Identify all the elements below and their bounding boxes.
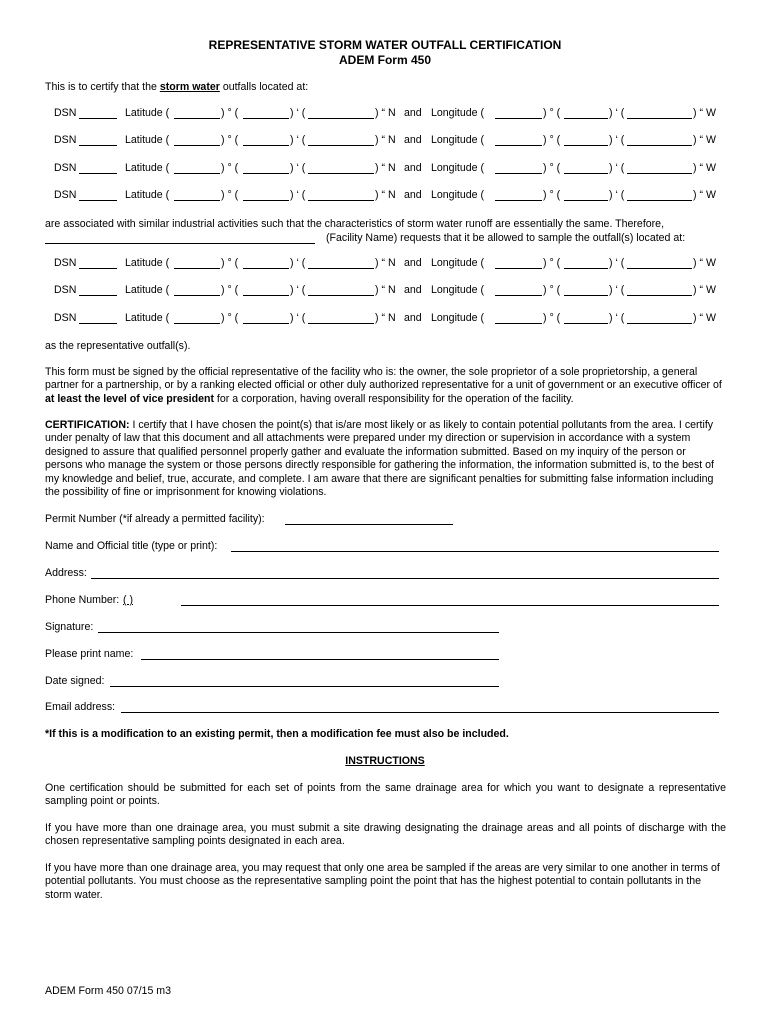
facility-name-field[interactable] bbox=[45, 243, 315, 244]
email-field[interactable] bbox=[121, 712, 719, 713]
signature-field[interactable] bbox=[98, 632, 499, 633]
degree-separator: ) ° ( bbox=[221, 284, 239, 296]
form-number: ADEM Form 450 bbox=[338, 53, 432, 67]
lon-seconds-field[interactable] bbox=[627, 118, 692, 119]
lat-minutes-field[interactable] bbox=[243, 200, 289, 201]
and-label: and bbox=[404, 162, 422, 174]
minute-separator: ) ‘ ( bbox=[609, 257, 625, 269]
coordinate-row bbox=[54, 189, 744, 203]
degree-separator: ) ° ( bbox=[221, 257, 239, 269]
lon-minutes-field[interactable] bbox=[564, 118, 608, 119]
lat-degrees-field[interactable] bbox=[174, 118, 220, 119]
latitude-label: Latitude ( bbox=[125, 107, 170, 119]
and-label: and bbox=[404, 189, 422, 201]
facility-request-text: (Facility Name) requests that it be allowed to sample the outfall(s) located at: bbox=[326, 232, 686, 244]
lat-minutes-field[interactable] bbox=[243, 118, 289, 119]
lon-degrees-field[interactable] bbox=[495, 118, 542, 119]
and-label: and bbox=[404, 107, 422, 119]
lon-seconds-field[interactable] bbox=[627, 145, 692, 146]
minute-separator: ) ‘ ( bbox=[290, 312, 306, 324]
date-signed-label: Date signed: bbox=[45, 675, 105, 687]
west-label: ) “ W bbox=[693, 284, 716, 296]
degree-separator: ) ° ( bbox=[221, 312, 239, 324]
and-label: and bbox=[404, 312, 422, 324]
lat-degrees-field[interactable] bbox=[174, 145, 220, 146]
degree-separator: ) ° ( bbox=[543, 257, 561, 269]
lon-seconds-field[interactable] bbox=[627, 173, 692, 174]
and-label: and bbox=[404, 257, 422, 269]
lat-seconds-field[interactable] bbox=[308, 118, 374, 119]
minute-separator: ) ‘ ( bbox=[609, 284, 625, 296]
minute-separator: ) ‘ ( bbox=[609, 312, 625, 324]
lon-seconds-field[interactable] bbox=[627, 295, 692, 296]
latitude-label: Latitude ( bbox=[125, 162, 170, 174]
lat-degrees-field[interactable] bbox=[174, 268, 220, 269]
lon-minutes-field[interactable] bbox=[564, 173, 608, 174]
latitude-label: Latitude ( bbox=[125, 189, 170, 201]
permit-number-label: Permit Number (*if already a permitted facility): bbox=[45, 513, 265, 525]
dsn-label: DSN bbox=[54, 162, 77, 174]
lat-seconds-field[interactable] bbox=[308, 200, 374, 201]
certification-text: I certify that I have chosen the point(s) that is/are most likely or as likely to contain potential pollutants from the area. I certify under penalty of law that this document and all attachments were prepared under my direction or supervision in accordance with a system designed to assure that qualified personnel properly gather and evaluate the information submitted. Based on my inquiry of the person or persons who manage the system or those persons directly responsible for gathering the information, the information submitted is, to the best of my knowledge and belief, true, accurate, and complete. I am aware that there are significant penalties for submitting false information including the possibility of fine or imprisonment for knowing violations. bbox=[45, 419, 714, 499]
lat-minutes-field[interactable] bbox=[243, 173, 289, 174]
west-label: ) “ W bbox=[693, 162, 716, 174]
representative-text: as the representative outfall(s). bbox=[45, 340, 191, 352]
signing-part2: for a corporation, having overall responsibility for the operation of the facility. bbox=[213, 392, 574, 405]
degree-separator: ) ° ( bbox=[221, 134, 239, 146]
west-label: ) “ W bbox=[693, 107, 716, 119]
minute-separator: ) ‘ ( bbox=[609, 107, 625, 119]
coordinate-row bbox=[54, 284, 744, 298]
coordinate-row bbox=[54, 107, 744, 121]
print-name-label: Please print name: bbox=[45, 648, 134, 660]
instructions-paragraph-1: One certification should be submitted for each set of points from the same drainage area for which you want to designate a representative sampling point or points. bbox=[45, 782, 726, 808]
lat-degrees-field[interactable] bbox=[174, 323, 220, 324]
signature-label: Signature: bbox=[45, 621, 94, 633]
lat-seconds-field[interactable] bbox=[308, 145, 374, 146]
lon-degrees-field[interactable] bbox=[495, 323, 542, 324]
form-footer: ADEM Form 450 07/15 m3 bbox=[45, 985, 171, 997]
signing-paragraph bbox=[45, 366, 726, 406]
lon-seconds-field[interactable] bbox=[627, 268, 692, 269]
associated-text: are associated with similar industrial activities such that the characteristics of storm water runoff are essentially the same. Therefore, bbox=[45, 218, 665, 230]
phone-field[interactable] bbox=[181, 605, 719, 606]
dsn-field[interactable] bbox=[79, 200, 117, 201]
coordinate-row bbox=[54, 257, 744, 271]
signing-bold: at least the level of vice president bbox=[45, 392, 214, 405]
address-row bbox=[45, 567, 721, 581]
phone-row bbox=[45, 594, 721, 608]
and-label: and bbox=[404, 134, 422, 146]
permit-number-field[interactable] bbox=[285, 524, 453, 525]
and-label: and bbox=[404, 284, 422, 296]
longitude-label: Longitude ( bbox=[431, 162, 485, 174]
lon-minutes-field[interactable] bbox=[564, 268, 608, 269]
dsn-field[interactable] bbox=[79, 145, 117, 146]
lon-degrees-field[interactable] bbox=[495, 200, 542, 201]
dsn-label: DSN bbox=[54, 284, 77, 296]
address-label: Address: bbox=[45, 567, 87, 579]
latitude-label: Latitude ( bbox=[125, 257, 170, 269]
lat-minutes-field[interactable] bbox=[243, 323, 289, 324]
minute-separator: ) ‘ ( bbox=[290, 257, 306, 269]
instructions-paragraph-2: If you have more than one drainage area, you must submit a site drawing designating the drainage areas and all points of discharge with the chosen representative sampling points designated in each area. bbox=[45, 822, 726, 848]
dsn-label: DSN bbox=[54, 107, 77, 119]
lon-degrees-field[interactable] bbox=[495, 145, 542, 146]
minute-separator: ) ‘ ( bbox=[290, 189, 306, 201]
degree-separator: ) ° ( bbox=[221, 162, 239, 174]
instructions-heading: INSTRUCTIONS bbox=[345, 755, 425, 767]
longitude-label: Longitude ( bbox=[431, 312, 485, 324]
dsn-label: DSN bbox=[54, 134, 77, 146]
longitude-label: Longitude ( bbox=[431, 257, 485, 269]
lat-seconds-field[interactable] bbox=[308, 323, 374, 324]
degree-separator: ) ° ( bbox=[221, 107, 239, 119]
lat-degrees-field[interactable] bbox=[174, 173, 220, 174]
certification-label: CERTIFICATION: bbox=[45, 419, 130, 431]
name-title-row bbox=[45, 540, 721, 554]
lon-seconds-field[interactable] bbox=[627, 200, 692, 201]
name-title-field[interactable] bbox=[231, 551, 719, 552]
dsn-field[interactable] bbox=[79, 173, 117, 174]
degree-separator: ) ° ( bbox=[543, 312, 561, 324]
permit-number-row bbox=[45, 513, 455, 527]
minute-separator: ) ‘ ( bbox=[290, 162, 306, 174]
longitude-label: Longitude ( bbox=[431, 284, 485, 296]
instructions-paragraph-3: If you have more than one drainage area, you may request that only one area be sampled if the areas are very similar to one another in terms of potential pollutants. You must choose as the representative sampling point the point that has the highest potential to contain pollutants in the storm water. bbox=[45, 862, 720, 901]
degree-separator: ) ° ( bbox=[543, 107, 561, 119]
north-label: ) “ N bbox=[375, 312, 396, 324]
degree-separator: ) ° ( bbox=[543, 189, 561, 201]
minute-separator: ) ‘ ( bbox=[290, 134, 306, 146]
lat-degrees-field[interactable] bbox=[174, 295, 220, 296]
lat-minutes-field[interactable] bbox=[243, 145, 289, 146]
west-label: ) “ W bbox=[693, 312, 716, 324]
email-label: Email address: bbox=[45, 701, 116, 713]
north-label: ) “ N bbox=[375, 134, 396, 146]
email-row bbox=[45, 701, 721, 715]
signature-row bbox=[45, 621, 501, 635]
north-label: ) “ N bbox=[375, 162, 396, 174]
lat-minutes-field[interactable] bbox=[243, 268, 289, 269]
degree-separator: ) ° ( bbox=[543, 284, 561, 296]
phone-label: Phone Number: bbox=[45, 594, 120, 606]
degree-separator: ) ° ( bbox=[543, 134, 561, 146]
degree-separator: ) ° ( bbox=[221, 189, 239, 201]
print-name-field[interactable] bbox=[141, 659, 499, 660]
coordinate-row bbox=[54, 134, 744, 148]
coordinate-row bbox=[54, 162, 744, 176]
lon-degrees-field[interactable] bbox=[495, 295, 542, 296]
longitude-label: Longitude ( bbox=[431, 107, 485, 119]
certification-paragraph bbox=[45, 419, 726, 499]
intro-sentence bbox=[45, 81, 308, 93]
dsn-field[interactable] bbox=[79, 268, 117, 269]
west-label: ) “ W bbox=[693, 257, 716, 269]
dsn-label: DSN bbox=[54, 189, 77, 201]
longitude-label: Longitude ( bbox=[431, 134, 485, 146]
dsn-field[interactable] bbox=[79, 118, 117, 119]
lat-seconds-field[interactable] bbox=[308, 268, 374, 269]
minute-separator: ) ‘ ( bbox=[609, 189, 625, 201]
minute-separator: ) ‘ ( bbox=[290, 284, 306, 296]
lon-seconds-field[interactable] bbox=[627, 323, 692, 324]
degree-separator: ) ° ( bbox=[543, 162, 561, 174]
name-title-label: Name and Official title (type or print): bbox=[45, 540, 218, 552]
lat-minutes-field[interactable] bbox=[243, 295, 289, 296]
date-signed-field[interactable] bbox=[110, 686, 499, 687]
north-label: ) “ N bbox=[375, 189, 396, 201]
lon-minutes-field[interactable] bbox=[564, 200, 608, 201]
coordinate-row bbox=[54, 312, 744, 326]
lat-degrees-field[interactable] bbox=[174, 200, 220, 201]
lon-minutes-field[interactable] bbox=[564, 145, 608, 146]
print-name-row bbox=[45, 648, 501, 662]
latitude-label: Latitude ( bbox=[125, 134, 170, 146]
west-label: ) “ W bbox=[693, 189, 716, 201]
lat-seconds-field[interactable] bbox=[308, 295, 374, 296]
lon-minutes-field[interactable] bbox=[564, 295, 608, 296]
intro-emphasis: storm water bbox=[159, 81, 220, 93]
lon-degrees-field[interactable] bbox=[495, 173, 542, 174]
minute-separator: ) ‘ ( bbox=[609, 134, 625, 146]
dsn-label: DSN bbox=[54, 312, 77, 324]
minute-separator: ) ‘ ( bbox=[290, 107, 306, 119]
lon-minutes-field[interactable] bbox=[564, 323, 608, 324]
lat-seconds-field[interactable] bbox=[308, 173, 374, 174]
intro-suffix: outfalls located at: bbox=[219, 81, 309, 93]
signing-part1: This form must be signed by the official representative of the facility who is: the owner, the sole proprietor of a sole proprietorship, a general partner for a partnership, or by a ranking elected official or other duly authorized representative for a unit of government or an executive officer of bbox=[45, 366, 722, 392]
lon-degrees-field[interactable] bbox=[495, 268, 542, 269]
north-label: ) “ N bbox=[375, 107, 396, 119]
phone-area-code: ( ) bbox=[123, 594, 133, 606]
latitude-label: Latitude ( bbox=[125, 312, 170, 324]
west-label: ) “ W bbox=[693, 134, 716, 146]
minute-separator: ) ‘ ( bbox=[609, 162, 625, 174]
address-field[interactable] bbox=[91, 578, 719, 579]
north-label: ) “ N bbox=[375, 284, 396, 296]
dsn-field[interactable] bbox=[79, 295, 117, 296]
north-label: ) “ N bbox=[375, 257, 396, 269]
dsn-label: DSN bbox=[54, 257, 77, 269]
latitude-label: Latitude ( bbox=[125, 284, 170, 296]
page-title: REPRESENTATIVE STORM WATER OUTFALL CERTIFICATION bbox=[208, 38, 562, 52]
longitude-label: Longitude ( bbox=[431, 189, 485, 201]
intro-prefix: This is to certify that the bbox=[45, 81, 160, 93]
dsn-field[interactable] bbox=[79, 323, 117, 324]
modification-note: *If this is a modification to an existing permit, then a modification fee must also be included. bbox=[45, 728, 509, 740]
date-signed-row bbox=[45, 675, 501, 689]
